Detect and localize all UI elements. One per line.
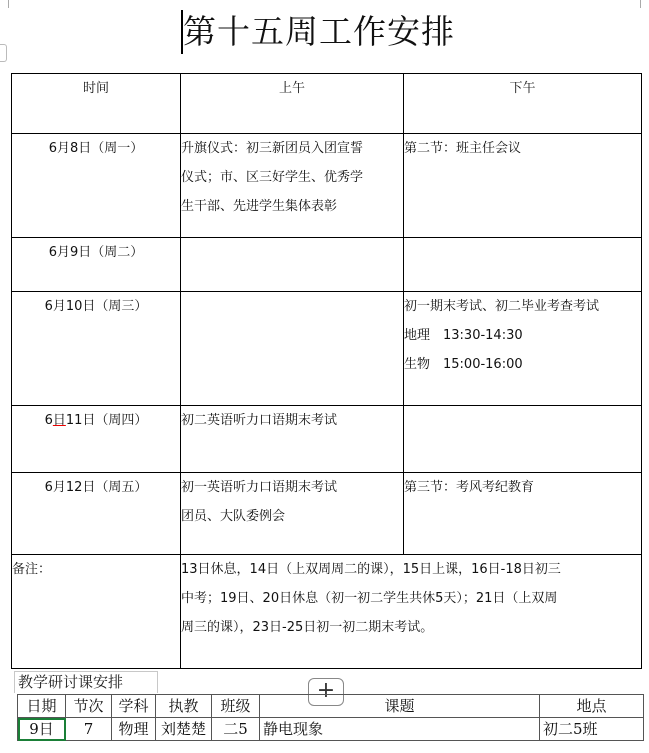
cell-line: 生物 15:00-16:00 (404, 357, 523, 372)
cell-line: 第二节：班主任会议 (404, 141, 522, 156)
cell-line: 初一期末考试、初二毕业考查考试 (404, 299, 600, 314)
table-row (12, 406, 642, 473)
table-row (12, 473, 642, 555)
morning-cell[interactable] (181, 134, 404, 238)
seminar-header-topic[interactable]: 课题 (260, 695, 540, 718)
seminar-header-date[interactable]: 日期 (18, 695, 66, 718)
seminar-header-location[interactable]: 地点 (540, 695, 644, 718)
afternoon-cell[interactable] (404, 292, 642, 406)
seminar-header-period[interactable]: 节次 (66, 695, 112, 718)
morning-cell[interactable] (181, 238, 404, 292)
date-cell[interactable] (12, 406, 181, 473)
page-title[interactable]: 第十五周工作安排 (183, 12, 455, 51)
add-row-button[interactable]: + (308, 678, 344, 706)
seminar-cell-period[interactable]: 7 (66, 718, 112, 741)
afternoon-cell[interactable] (404, 406, 642, 473)
seminar-header-teacher[interactable]: 执教 (156, 695, 212, 718)
note-line: 13日休息，14日（上双周周二的课），15日上课，16日-18日初三 (181, 562, 561, 577)
page-corner-mark (640, 0, 641, 8)
table-row (12, 238, 642, 292)
seminar-table (17, 694, 644, 741)
header-morning[interactable]: 上午 (181, 74, 404, 134)
cell-line: 仪式；市、区三好学生、优秀学 (181, 170, 364, 185)
cell-line: 团员、大队委例会 (181, 509, 286, 524)
cell-line: 升旗仪式：初三新团员入团宣誓 (181, 141, 364, 156)
cell-line: 生干部、先进学生集体表彰 (181, 199, 338, 214)
note-line: 中考；19日、20日休息（初一初二学生共休5天）；21日（上双周 (181, 591, 558, 606)
date-text (12, 406, 180, 435)
date-text: 6月12日（周五） (44, 480, 148, 495)
header-time[interactable]: 时间 (12, 74, 181, 134)
seminar-cell-class[interactable]: 二5 (212, 718, 260, 741)
cell-line: 地理 13:30-14:30 (404, 328, 523, 343)
date-cell[interactable] (12, 238, 181, 292)
seminar-cell-topic[interactable]: 静电现象 (260, 718, 540, 741)
date-text: 6月9日（周二） (48, 245, 144, 260)
schedule-table (11, 73, 642, 669)
page-corner-mark (8, 0, 9, 8)
date-cell[interactable] (12, 473, 181, 555)
date-text: 6月8日（周一） (48, 141, 144, 156)
seminar-row (18, 718, 644, 741)
table-row (12, 292, 642, 406)
seminar-header-subject[interactable]: 学科 (112, 695, 156, 718)
seminar-cell-date[interactable]: 9日 (18, 718, 66, 741)
table-header-row (12, 74, 642, 134)
afternoon-cell[interactable] (404, 238, 642, 292)
table-row (12, 134, 642, 238)
seminar-header-class[interactable]: 班级 (212, 695, 260, 718)
date-part: 11日（周四） (65, 413, 148, 428)
note-line: 周三的课），23日-25日初一初二期末考试。 (181, 620, 434, 635)
afternoon-cell[interactable] (404, 134, 642, 238)
date-cell[interactable] (12, 292, 181, 406)
morning-cell[interactable] (181, 473, 404, 555)
date-part: 6 (44, 413, 53, 428)
cell-line: 第三节：考风考纪教育 (404, 480, 535, 495)
header-afternoon[interactable]: 下午 (404, 74, 642, 134)
seminar-cell-teacher[interactable]: 刘楚楚 (156, 718, 212, 741)
seminar-header-row (18, 695, 644, 718)
note-label: 备注： (12, 562, 52, 577)
spellcheck-underlined-text: 日 (52, 413, 66, 428)
cell-line: 初二英语听力口语期末考试 (181, 413, 338, 428)
afternoon-cell[interactable] (404, 473, 642, 555)
note-row (12, 555, 642, 669)
morning-cell[interactable] (181, 406, 404, 473)
cell-line: 初一英语听力口语期末考试 (181, 480, 338, 495)
side-tab-handle[interactable] (0, 44, 7, 62)
note-label-cell[interactable] (12, 555, 181, 669)
seminar-cell-subject[interactable]: 物理 (112, 718, 156, 741)
note-content-cell[interactable] (181, 555, 642, 669)
date-text: 6月10日（周三） (44, 299, 148, 314)
seminar-title[interactable]: 教学研讨课安排 (18, 673, 124, 691)
morning-cell[interactable] (181, 292, 404, 406)
date-cell[interactable] (12, 134, 181, 238)
seminar-cell-location[interactable]: 初二5班 (540, 718, 644, 741)
